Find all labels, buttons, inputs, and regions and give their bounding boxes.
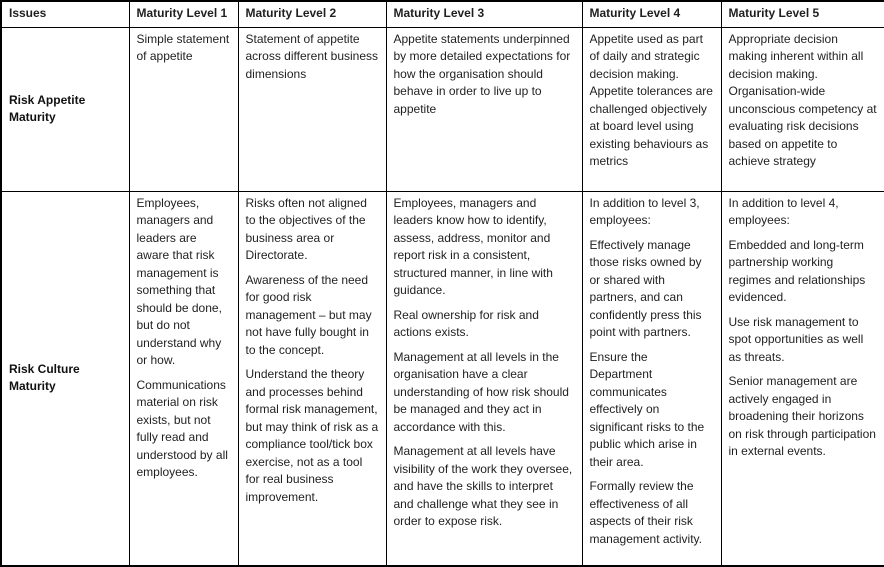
column-header-maturity-level-3: Maturity Level 3	[386, 1, 582, 27]
cell-paragraph: Appropriate decision making inherent within all decision making. Organisation-wide unconscious competency at evaluating risk decisions based on appetite to achieve strategy	[728, 31, 877, 168]
cell-paragraph: Effectively manage those risks owned by or shared with partners, and can confidently press this point with partners.	[589, 237, 702, 339]
cell-paragraph: Simple statement of appetite	[136, 31, 230, 63]
cell-paragraph: Management at all levels have visibility of the work they oversee, and have the skills to interpret and challenge what they see in order to expose risk.	[393, 444, 573, 528]
table-row-risk-appetite-maturity	[1, 27, 884, 191]
column-header-issues: Issues	[1, 1, 129, 27]
cell-paragraph: Communications material on risk exists, but not fully read and understood by all employees.	[136, 377, 228, 479]
cell-paragraph: Employees, managers and leaders know how to identify, assess, address, monitor and report risk in a consistent, structured manner, in line with guidance.	[393, 195, 553, 297]
cell-culture-level-2	[238, 191, 386, 566]
cell-paragraph: In addition to level 3, employees:	[589, 195, 700, 227]
table-body	[1, 27, 884, 566]
cell-paragraph: Senior management are actively engaged in broadening their horizons on risk through participation in external events.	[728, 374, 876, 458]
cell-paragraph: Understand the theory and processes behind formal risk management, but may think of risk as a compliance tool/tick box exercise, not as a tool for real business improvement.	[245, 367, 379, 504]
table-row-risk-culture-maturity	[1, 191, 884, 566]
cell-paragraph: Awareness of the need for good risk management – but may not have fully bought in to the concept.	[245, 272, 372, 357]
cell-paragraph: Use risk management to spot opportunities as well as threats.	[728, 314, 864, 364]
column-header-maturity-level-2: Maturity Level 2	[238, 1, 386, 27]
cell-paragraph: Ensure the Department communicates effectively on significant risks to the public which arise in their area.	[589, 349, 705, 469]
table-header	[1, 1, 884, 27]
column-header-maturity-level-5: Maturity Level 5	[721, 1, 884, 27]
cell-paragraph: Real ownership for risk and actions exists.	[393, 307, 539, 339]
cell-culture-level-4	[582, 191, 721, 566]
row-header-risk-appetite-maturity: Risk Appetite Maturity	[1, 27, 129, 191]
column-header-maturity-level-4: Maturity Level 4	[582, 1, 721, 27]
cell-appetite-level-2	[238, 27, 386, 191]
column-header-maturity-level-1: Maturity Level 1	[129, 1, 238, 27]
cell-paragraph: Statement of appetite across different business dimensions	[245, 31, 379, 81]
cell-appetite-level-1	[129, 27, 238, 191]
cell-paragraph: In addition to level 4, employees:	[728, 195, 839, 227]
row-header-risk-culture-maturity: Risk Culture Maturity	[1, 191, 129, 566]
cell-culture-level-1	[129, 191, 238, 566]
cell-paragraph: Formally review the effectiveness of all aspects of their risk management activity.	[589, 479, 702, 546]
cell-culture-level-3	[386, 191, 582, 566]
cell-paragraph: Embedded and long-term partnership working regimes and relationships evidenced.	[728, 237, 866, 304]
cell-paragraph: Employees, managers and leaders are aware that risk management is something that should be done, but do not understand why or how.	[136, 195, 222, 367]
cell-paragraph: Risks often not aligned to the objectives of the business area or Directorate.	[245, 195, 367, 262]
cell-paragraph: Appetite used as part of daily and strategic decision making. Appetite tolerances are challenged objectively at board level using existing behaviours as metrics	[589, 31, 713, 168]
cell-appetite-level-5	[721, 27, 884, 191]
header-row	[1, 1, 884, 27]
cell-appetite-level-4	[582, 27, 721, 191]
cell-culture-level-5	[721, 191, 884, 566]
cell-paragraph: Appetite statements underpinned by more detailed expectations for how the organisation should behave in order to live up to appetite	[393, 31, 571, 116]
cell-paragraph: Management at all levels in the organisation have a clear understanding of how risk should be managed and they act in accordance with this.	[393, 349, 569, 434]
cell-appetite-level-3	[386, 27, 582, 191]
